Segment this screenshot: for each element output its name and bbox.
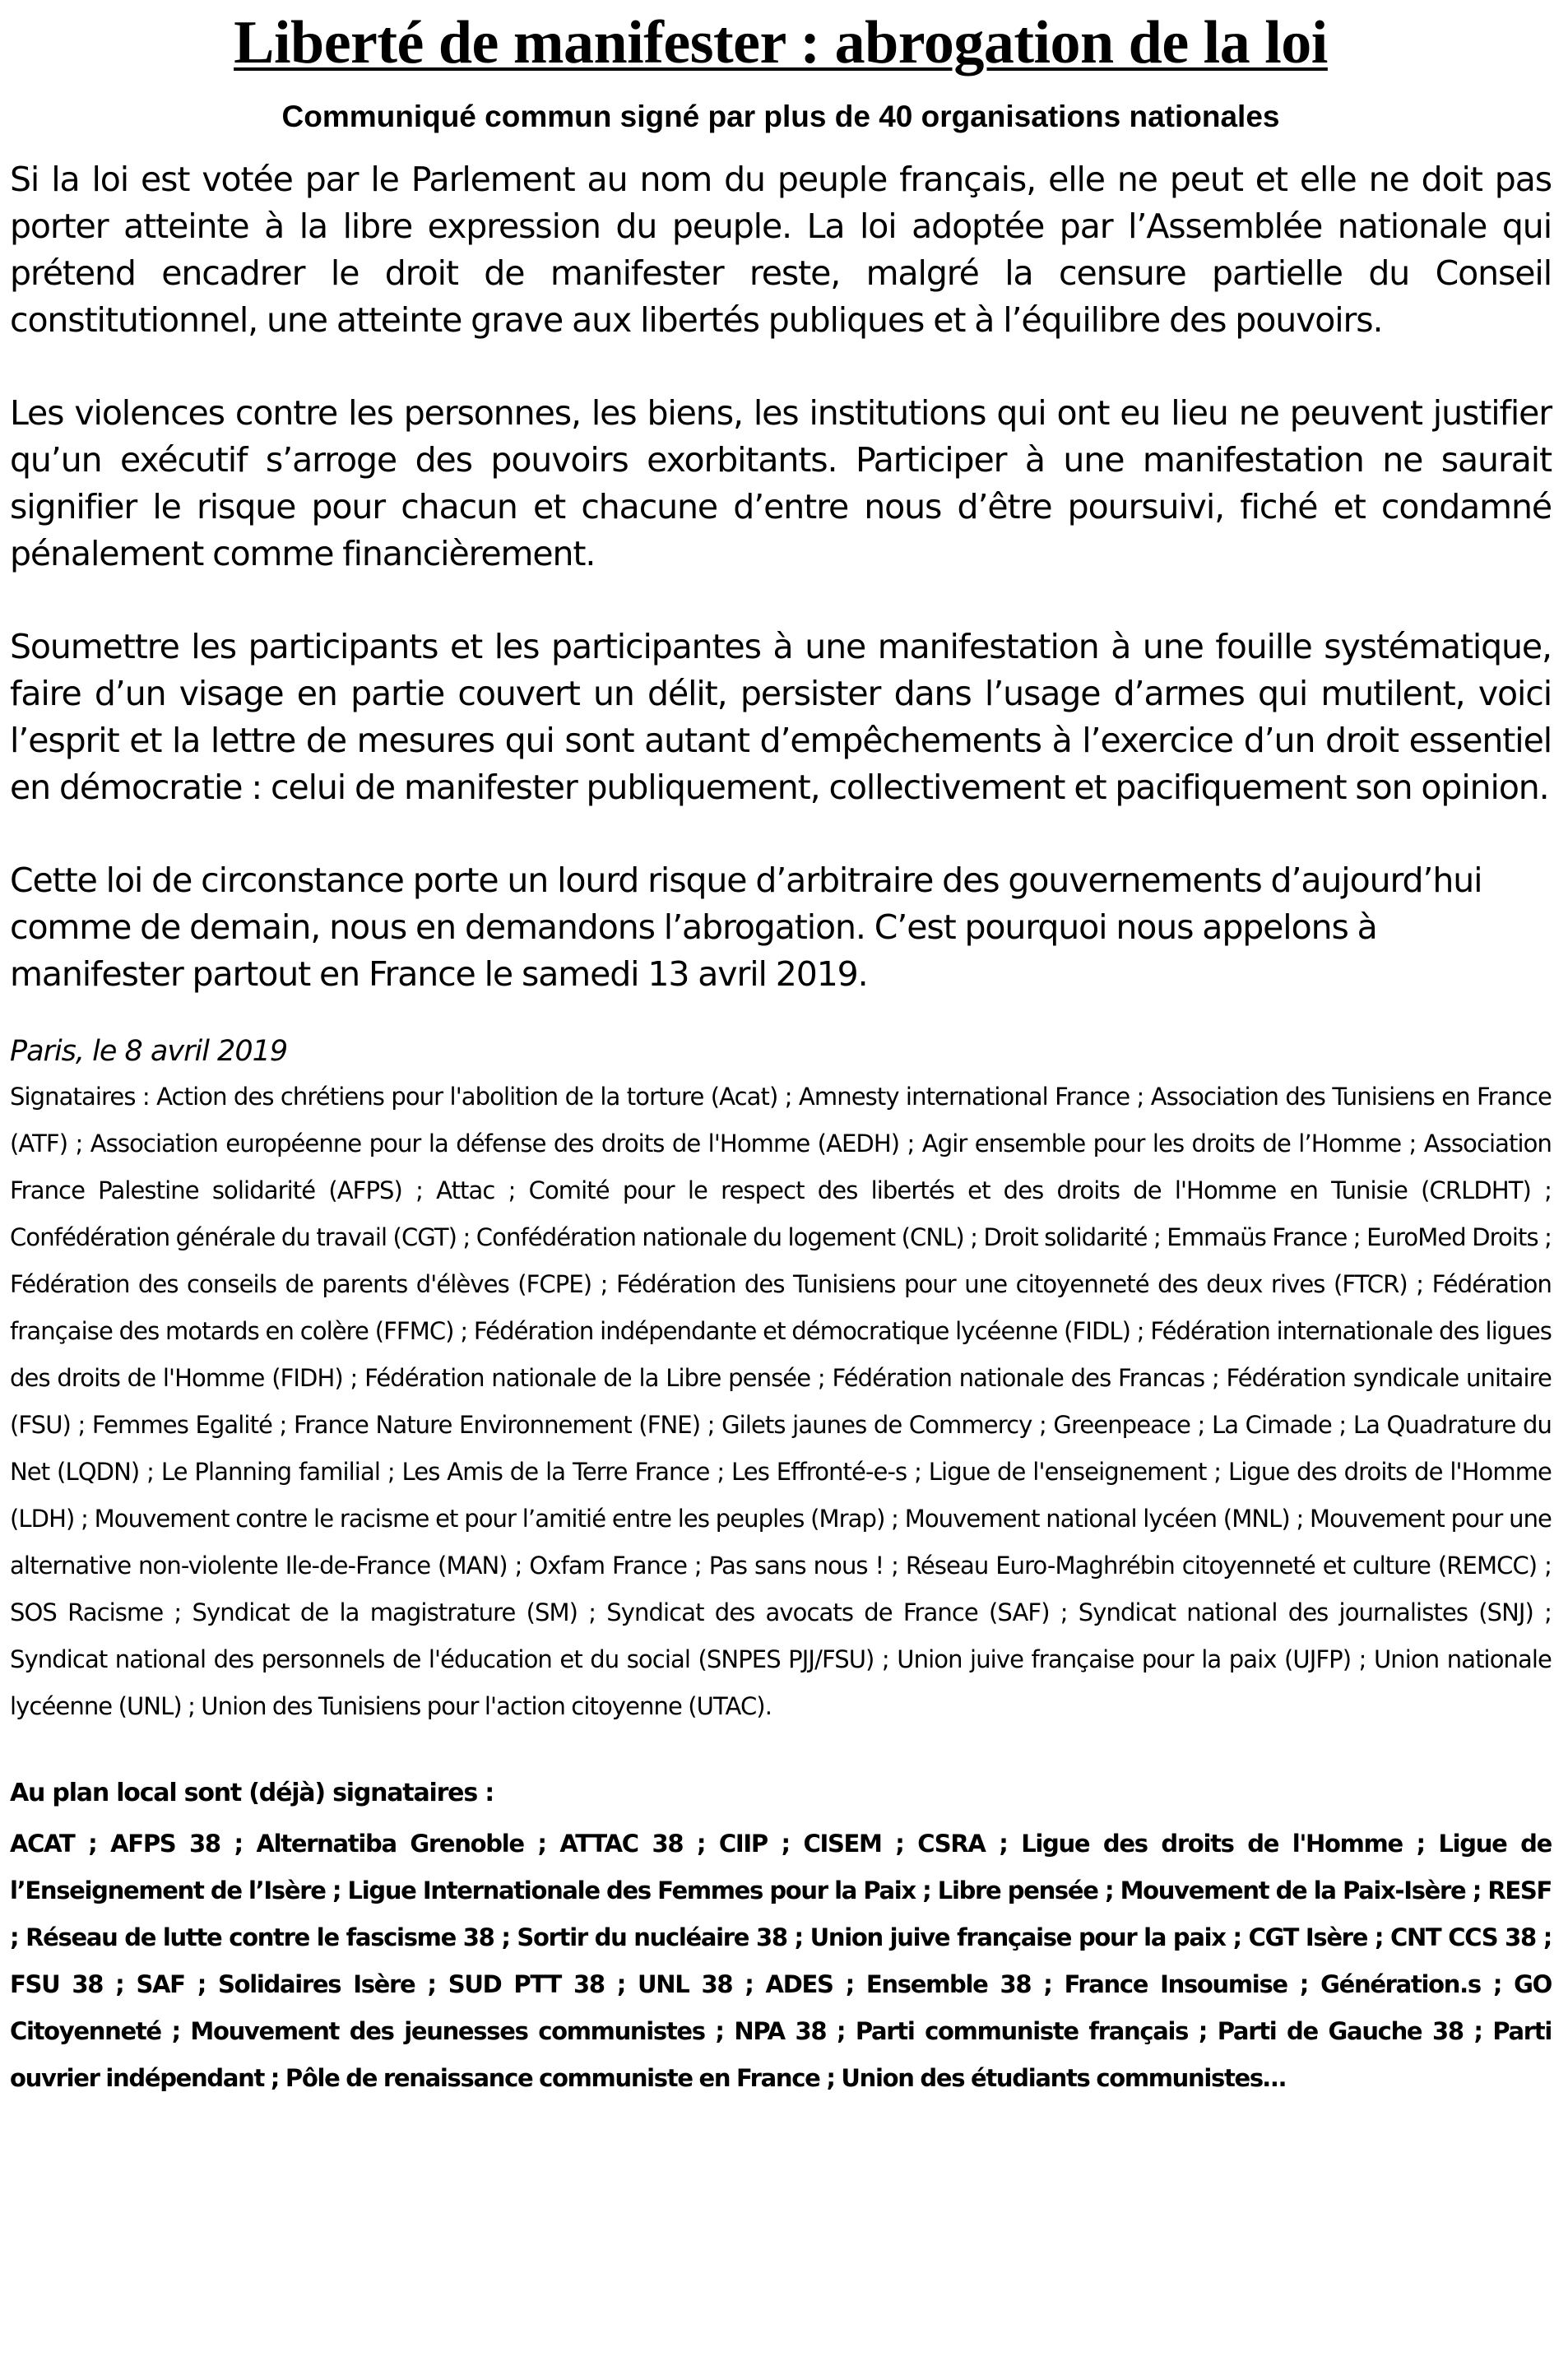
paragraph-1: Si la loi est votée par le Parlement au nom du peuple français, elle ne peut et elle ne doit pas porter atteinte à la libre expression du peuple. La loi adoptée par l’Assemblée nationale qui prétend encadrer le droit de manifester reste, malgré la censure partielle du Conseil constitutionnel, une atteinte grave aux libertés publiques et à l’équilibre des pouvoirs. xyxy=(10,160,1552,340)
paragraph-3: Soumettre les participants et les participantes à une manifestation à une fouille systématique, faire d’un visage en partie couvert un délit, persister dans l’usage d’armes qui mutilent, voici l’esprit et la lettre de mesures qui sont autant d’empêchements à l’exercice d’un droit essentiel en démocratie : celui de manifester publiquement, collectivement et pacifiquement son opinion. xyxy=(10,627,1552,807)
paragraph-4: Cette loi de circonstance porte un lourd risque d’arbitraire des gouvernements d’aujourd’hui comme de demain, nous en demandons l’abrogation. C’est pourquoi nous appelons à manifester partout en France le samedi 13 avril 2019. xyxy=(10,861,1482,994)
national-signatories-list: Signataires : Action des chrétiens pour l'abolition de la torture (Acat) ; Amnesty international France ; Association des Tunisiens en France (ATF) ; Association européenne pour la défense des droits de l'Homme (AEDH) ; Agir ensemble pour les droits de l’Homme ; Association France Palestine solidarité (AFPS) ; Attac ; Comité pour le respect des libertés et des droits de l'Homme en Tunisie (CRLDHT) ; Confédération générale du travail (CGT) ; Confédération nationale du logement (CNL) ; Droit solidarité ; Emmaüs France ; EuroMed Droits ; Fédération des conseils de parents d'élèves (FCPE) ; Fédération des Tunisiens pour une citoyenneté des deux rives (FTCR) ; Fédération française des motards en colère (FFMC) ; Fédération indépendante et démocratique lycéenne (FIDL) ; Fédération internationale des ligues des droits de l'Homme (FIDH) ; Fédération nationale de la Libre pensée ; Fédération nationale des Francas ; Fédération syndicale unitaire (FSU) ; Femmes Egalité ; France Nature Environnement (FNE) ; Gilets jaunes de Commercy ; Greenpeace ; La Cimade ; La Quadrature du Net (LQDN) ; Le Planning familial ; Les Amis de la Terre France ; Les Effronté-e-s ; Ligue de l'enseignement ; Ligue des droits de l'Homme (LDH) ; Mouvement contre le racisme et pour l’amitié entre les peuples (Mrap) ; Mouvement national lycéen (MNL) ; Mouvement pour une alternative non-violente Ile-de-France (MAN) ; Oxfam France ; Pas sans nous ! ; Réseau Euro-Maghrébin citoyenneté et culture (REMCC) ; SOS Racisme ; Syndicat de la magistrature (SM) ; Syndicat des avocats de France (SAF) ; Syndicat national des journalistes (SNJ) ; Syndicat national des personnels de l'éducation et du social (SNPES PJJ/FSU) ; Union juive française pour la paix (UJFP) ; Union nationale lycéenne (UNL) ; Union des Tunisiens pour l'action citoyenne (UTAC). xyxy=(10,1083,1552,1720)
document-title xyxy=(10,10,1552,76)
document-subtitle: Communiqué commun signé par plus de 40 organisations nationales xyxy=(281,100,1280,133)
document-title-text: Liberté de manifester : abrogation de la loi xyxy=(234,9,1328,77)
paragraph-2: Les violences contre les personnes, les biens, les institutions qui ont eu lieu ne peuvent justifier qu’un exécutif s’arroge des pouvoirs exorbitants. Participer à une manifestation ne saurait signifier le risque pour chacun et chacune d’entre nous d’être poursuivi, fiché et condamné pénalement comme financièrement. xyxy=(10,393,1552,573)
local-signatories-heading: Au plan local sont (déjà) signataires : xyxy=(10,1779,494,1807)
local-signatories-list: ACAT ; AFPS 38 ; Alternatiba Grenoble ; ATTAC 38 ; CIIP ; CISEM ; CSRA ; Ligue des droits de l'Homme ; Ligue de l’Enseignement de l’Isère ; Ligue Internationale des Femmes pour la Paix ; Libre pensée ; Mouvement de la Paix-Isère ; RESF ; Réseau de lutte contre le fascisme 38 ; Sortir du nucléaire 38 ; Union juive française pour la paix ; CGT Isère ; CNT CCS 38 ; FSU 38 ; SAF ; Solidaires Isère ; SUD PTT 38 ; UNL 38 ; ADES ; Ensemble 38 ; France Insoumise ; Génération.s ; GO Citoyenneté ; Mouvement des jeunesses communistes ; NPA 38 ; Parti communiste français ; Parti de Gauche 38 ; Parti ouvrier indépendant ; Pôle de renaissance communiste en France ; Union des étudiants communistes… xyxy=(10,1830,1552,2092)
dateline: Paris, le 8 avril 2019 xyxy=(10,1035,288,1068)
document-page xyxy=(10,0,1552,2102)
